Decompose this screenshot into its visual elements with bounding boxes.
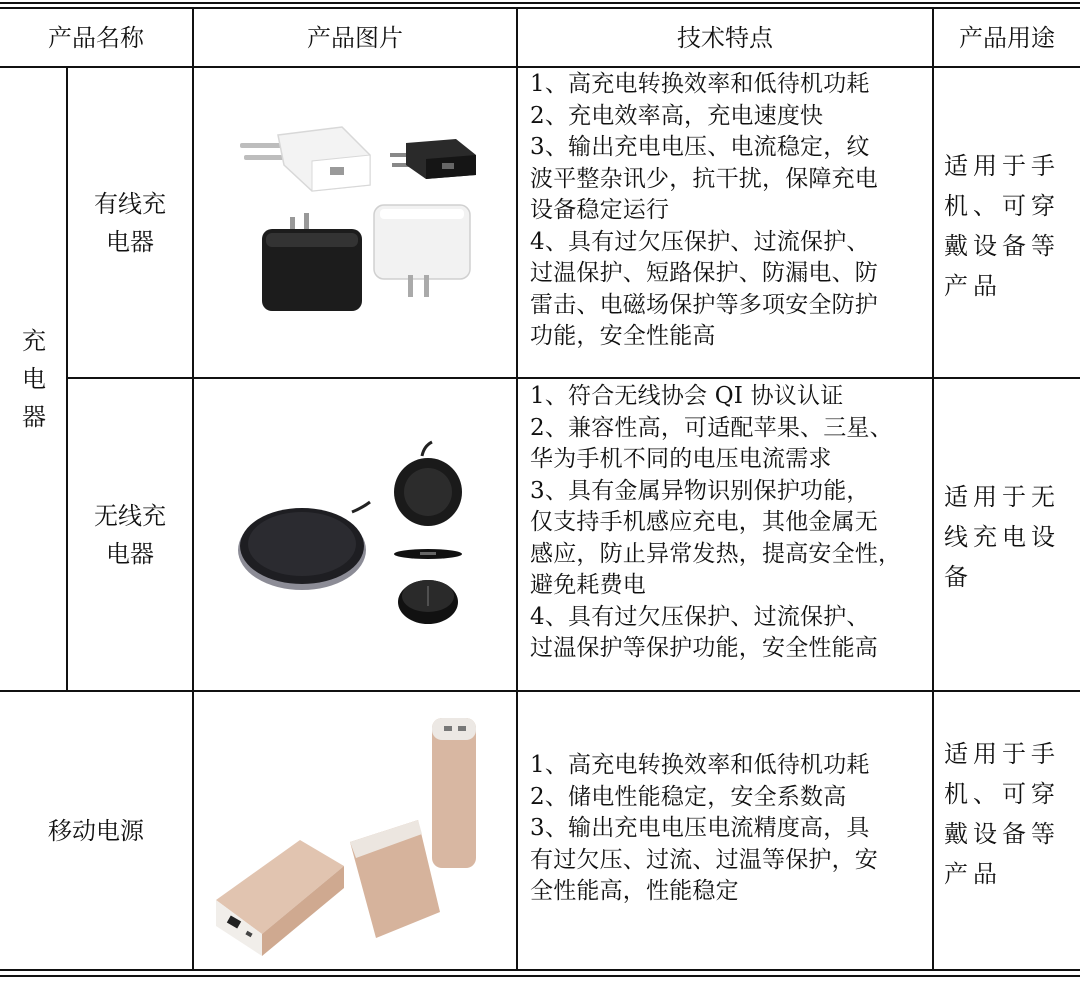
power-bank-image [210,712,500,958]
row-name-line: 电器 [106,227,154,256]
feature-line: 过温保护、短路保护、防漏电、防 [530,260,878,286]
bottom-double-rule-2 [0,975,1080,977]
feature-line: 1、符合无线协会 QI 协议认证 [530,383,844,409]
feature-line: 1、高充电转换效率和低待机功耗 [530,752,870,778]
row-name-line: 有线充 [94,189,166,218]
group-label-charger [14,322,54,436]
feature-line: 2、充电效率高，充电速度快 [530,102,824,129]
wired-charger-image [230,125,490,315]
usage-line: 适用于手 [944,740,1060,768]
usage-line: 适用于无 [944,483,1060,511]
col-divider-features [516,9,518,971]
header-usage: 产品用途 [959,23,1055,52]
col-divider-usage [932,9,934,971]
row-wireless-name [68,379,192,690]
white-eu-charger-icon [240,127,370,191]
row-wireless-features [530,381,925,665]
feature-line: 避免耗费电 [530,572,646,598]
large-black-charger-icon [262,213,362,311]
header-features: 技术特点 [677,23,773,52]
row-powerbank-usage [944,734,1068,894]
usage-line: 线充电设 [944,523,1060,551]
feature-line: 雷击、电磁场保护等多项安全防护 [530,291,878,318]
header-product-image: 产品图片 [307,23,403,52]
feature-line: 4、具有过欠压保护、过流保护、 [530,228,870,255]
feature-line: 2、兼容性高，可适配苹果、三星、 [530,414,893,441]
power-bank-standing-icon [432,718,476,868]
row-name-line: 移动电源 [48,816,144,845]
usage-line: 产品 [944,272,1002,300]
usage-line: 戴设备等 [944,820,1060,848]
row-name-line: 电器 [106,539,154,568]
feature-line: 4、具有过欠压保护、过流保护、 [530,603,870,630]
wireless-pad-top-icon [394,442,462,526]
row-wired-features [530,69,925,353]
feature-line: 3、具有金属异物识别保护功能， [530,477,870,504]
feature-line: 仅支持手机感应充电，其他金属无 [530,509,878,535]
usage-line: 备 [944,563,973,591]
row-powerbank-name [0,692,192,969]
row-powerbank-features [530,750,925,908]
small-black-charger-icon [390,139,476,179]
wireless-pad-angled-icon [398,580,458,624]
row-wired-usage [944,146,1068,306]
usage-line: 产品 [944,860,1002,888]
row-divider-1 [66,377,1080,379]
feature-line: 全性能高，性能稳定 [530,878,739,904]
group-label-char: 器 [22,403,46,431]
row-name-line: 无线充 [94,501,166,530]
feature-line: 波平整杂讯少，抗干扰，保障充电 [530,165,878,192]
group-label-char: 充 [22,327,46,355]
usage-line: 适用于手 [944,152,1060,180]
feature-line: 1、高充电转换效率和低待机功耗 [530,71,870,97]
feature-line: 2、储电性能稳定，安全系数高 [530,783,847,810]
header-product-name: 产品名称 [48,23,144,52]
feature-line: 华为手机不同的电压电流需求 [530,446,832,472]
feature-line: 感应，防止异常发热，提高安全性， [530,540,902,567]
wireless-pad-side-icon [394,549,462,559]
row-wired-name [68,68,192,377]
usage-line: 机、可穿 [944,780,1060,808]
row-wireless-usage [944,477,1068,597]
feature-line: 设备稳定运行 [530,197,670,223]
feature-line: 功能，安全性能高 [530,323,716,349]
top-double-rule [0,2,1080,4]
large-white-charger-icon [374,205,470,297]
bottom-double-rule [0,969,1080,971]
power-bank-front-icon [216,840,344,956]
wireless-charger-image [232,440,482,640]
feature-line: 3、输出充电电压、电流稳定，纹 [530,134,870,160]
feature-line: 有过欠压、过流、过温等保护，安 [530,846,878,873]
wireless-pad-large-icon [238,502,370,590]
group-label-char: 电 [22,365,46,393]
usage-line: 戴设备等 [944,232,1060,260]
usage-line: 机、可穿 [944,192,1060,220]
power-bank-middle-icon [350,820,440,938]
col-divider-image [192,9,194,971]
feature-line: 过温保护等保护功能，安全性能高 [530,635,878,661]
feature-line: 3、输出充电电压电流精度高，具 [530,815,870,841]
